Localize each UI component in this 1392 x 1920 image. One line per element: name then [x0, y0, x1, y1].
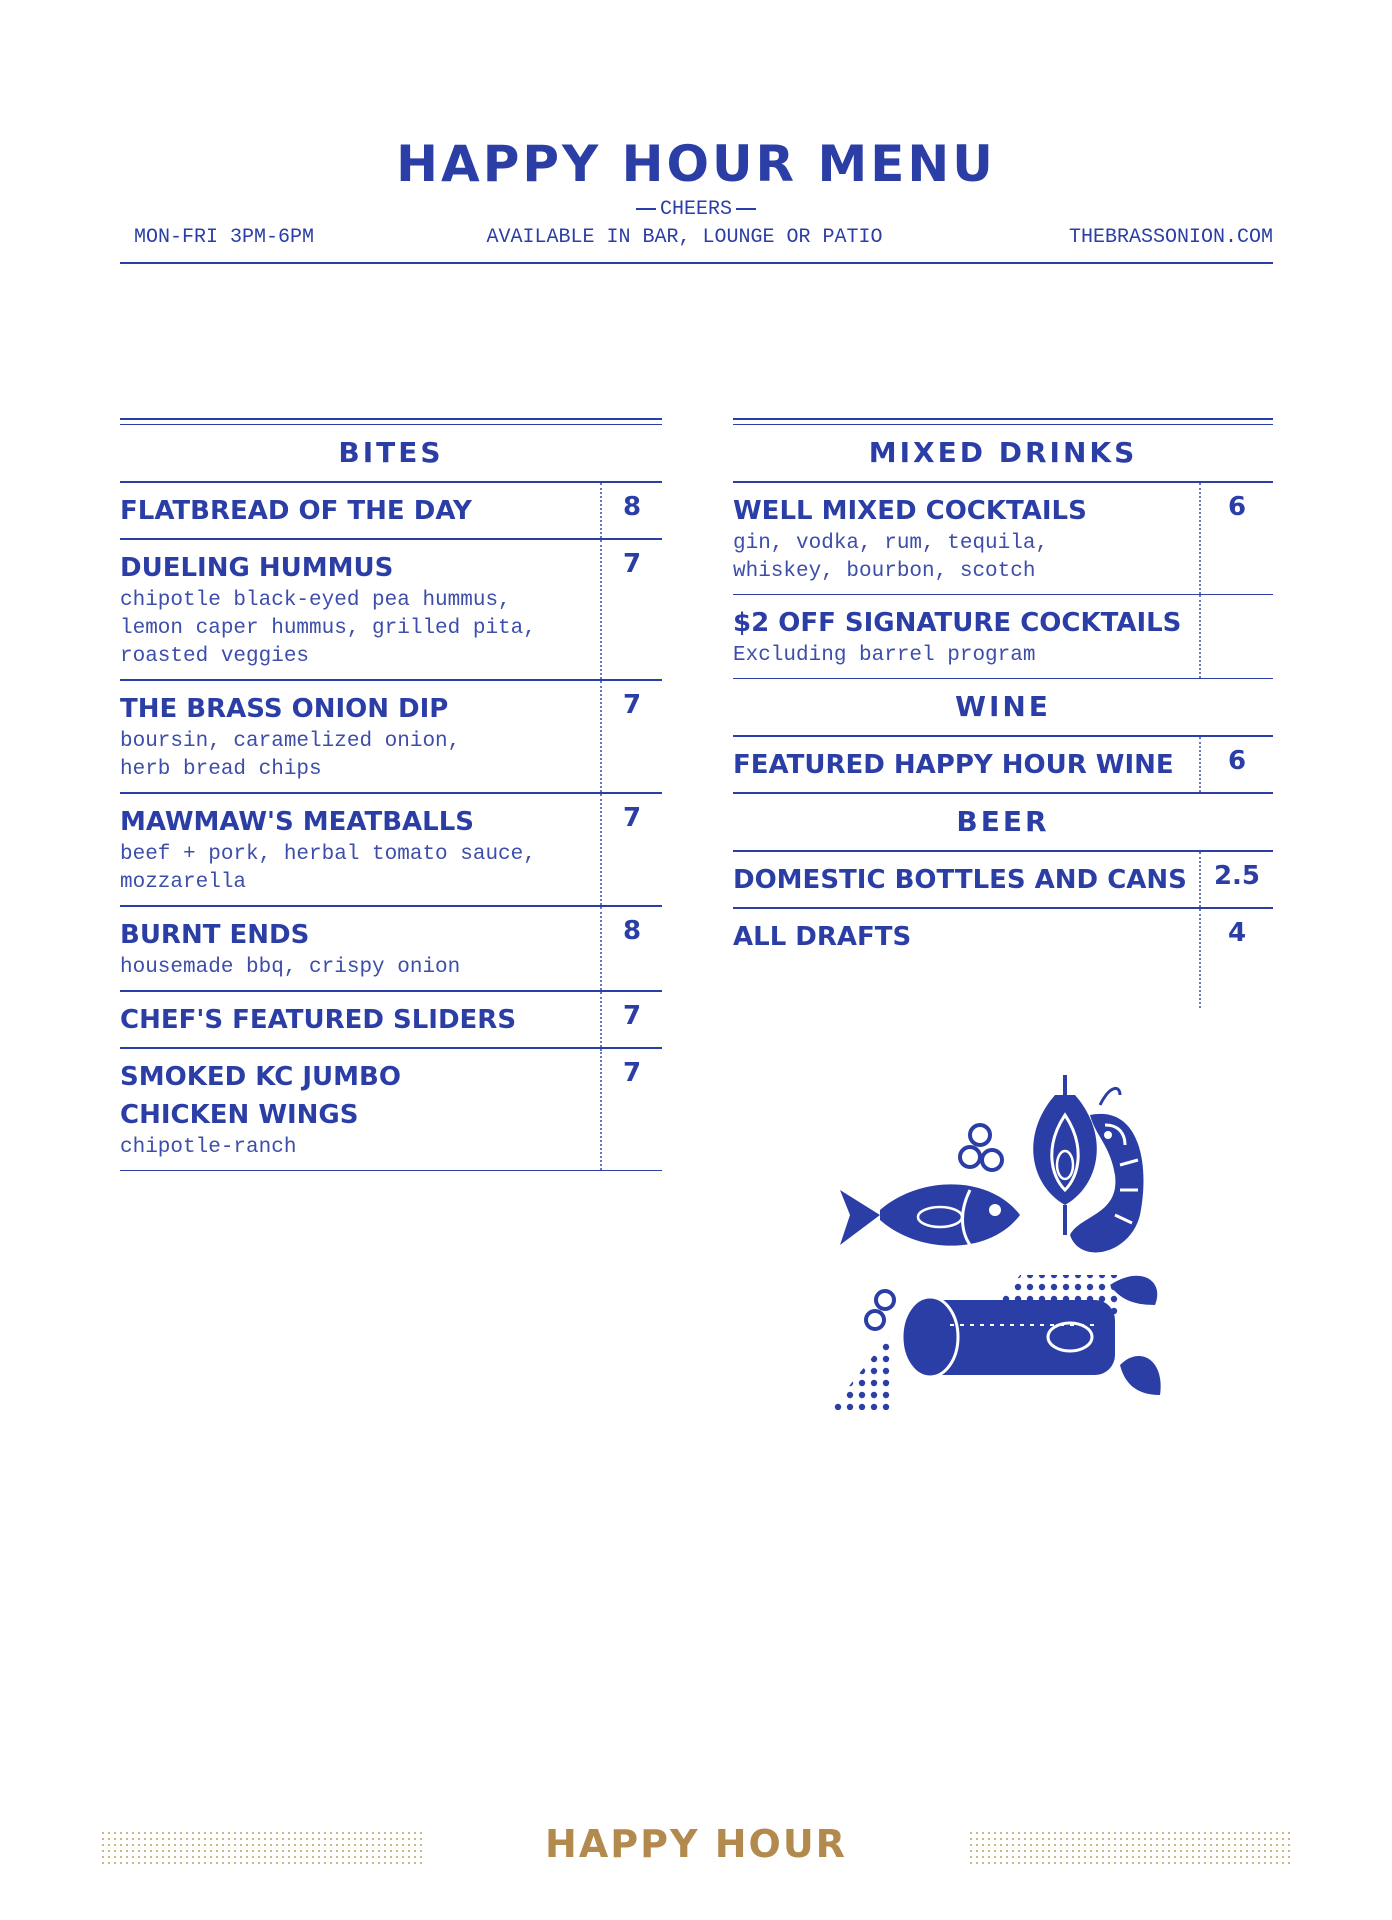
item-name: ALL DRAFTS	[733, 922, 912, 952]
item-price: 8	[600, 907, 662, 990]
item-description: Excluding barrel program	[733, 644, 1036, 667]
item-price: 7	[600, 540, 662, 679]
mixed-drinks-title: MIXED DRINKS	[733, 425, 1273, 483]
menu-item	[120, 907, 662, 992]
website-text: THEBRASSONION.COM	[1068, 226, 1273, 249]
onion-icon	[1033, 1075, 1097, 1235]
menu-item	[120, 681, 662, 794]
drinks-section	[733, 418, 1273, 1008]
dash-left	[636, 208, 656, 210]
availability-text: AVAILABLE IN BAR, LOUNGE OR PATIO	[486, 226, 883, 249]
item-description: chipotle black-eyed pea hummus, lemon caper hummus, grilled pita, roasted veggies	[120, 589, 536, 668]
menu-title: HAPPY HOUR MENU	[396, 135, 996, 193]
item-description: housemade bbq, crispy onion	[120, 956, 461, 979]
item-price: 7	[600, 794, 662, 905]
item-description: boursin, caramelized onion, herb bread chips	[120, 730, 461, 781]
item-price	[1199, 595, 1273, 678]
item-name: FLATBREAD OF THE DAY	[120, 496, 472, 526]
item-name: $2 OFF SIGNATURE COCKTAILS	[733, 608, 1182, 638]
menu-item	[120, 1049, 662, 1171]
menu-item	[120, 540, 662, 681]
item-price: 4	[1199, 909, 1273, 1008]
menu-item	[120, 794, 662, 907]
dot-field-icon	[830, 1335, 890, 1410]
bites-section	[120, 418, 662, 1171]
menu-item	[733, 737, 1273, 794]
item-name: DOMESTIC BOTTLES AND CANS	[733, 865, 1187, 895]
menu-item	[120, 483, 662, 540]
herb-icon	[1110, 1276, 1161, 1395]
item-price: 6	[1199, 483, 1273, 594]
dash-right	[736, 208, 756, 210]
menu-subtitle	[0, 198, 1392, 221]
item-name: THE BRASS ONION DIP	[120, 694, 449, 724]
item-price: 8	[600, 483, 662, 538]
menu-item	[120, 992, 662, 1049]
menu-item	[733, 852, 1273, 909]
item-description: chipotle-ranch	[120, 1136, 297, 1159]
sausage-icon	[902, 1297, 1115, 1377]
header-divider	[120, 262, 1273, 264]
menu-item	[733, 595, 1273, 679]
header-info-row	[120, 226, 1273, 249]
item-name: FEATURED HAPPY HOUR WINE	[733, 750, 1174, 780]
food-illustration	[820, 1065, 1200, 1415]
menu-item	[733, 483, 1273, 595]
wine-title: WINE	[733, 679, 1273, 737]
drinks-top-rule	[733, 418, 1273, 425]
item-name: SMOKED KC JUMBO CHICKEN WINGS	[120, 1062, 401, 1130]
bites-top-rule	[120, 418, 662, 425]
item-description: beef + pork, herbal tomato sauce, mozzarella	[120, 843, 536, 894]
item-description: gin, vodka, rum, tequila, whiskey, bourbon, scotch	[733, 532, 1049, 583]
item-name: WELL MIXED COCKTAILS	[733, 496, 1087, 526]
dot-pattern-right	[968, 1830, 1294, 1864]
menu-item	[733, 909, 1273, 1008]
bites-title: BITES	[120, 425, 662, 483]
item-name: DUELING HUMMUS	[120, 553, 394, 583]
footer-title: HAPPY HOUR	[545, 1822, 847, 1866]
item-price: 7	[600, 681, 662, 792]
hours-text: MON-FRI 3PM-6PM	[134, 226, 315, 249]
item-price: 7	[600, 1049, 662, 1170]
item-price: 7	[600, 992, 662, 1047]
item-name: BURNT ENDS	[120, 920, 310, 950]
fish-icon	[840, 1184, 1020, 1245]
item-price: 2.5	[1199, 852, 1273, 907]
subtitle-text: CHEERS	[659, 198, 732, 221]
beer-title: BEER	[733, 794, 1273, 852]
item-price: 6	[1199, 737, 1273, 792]
item-name: MAWMAW'S MEATBALLS	[120, 807, 475, 837]
item-name: CHEF'S FEATURED SLIDERS	[120, 1005, 517, 1035]
